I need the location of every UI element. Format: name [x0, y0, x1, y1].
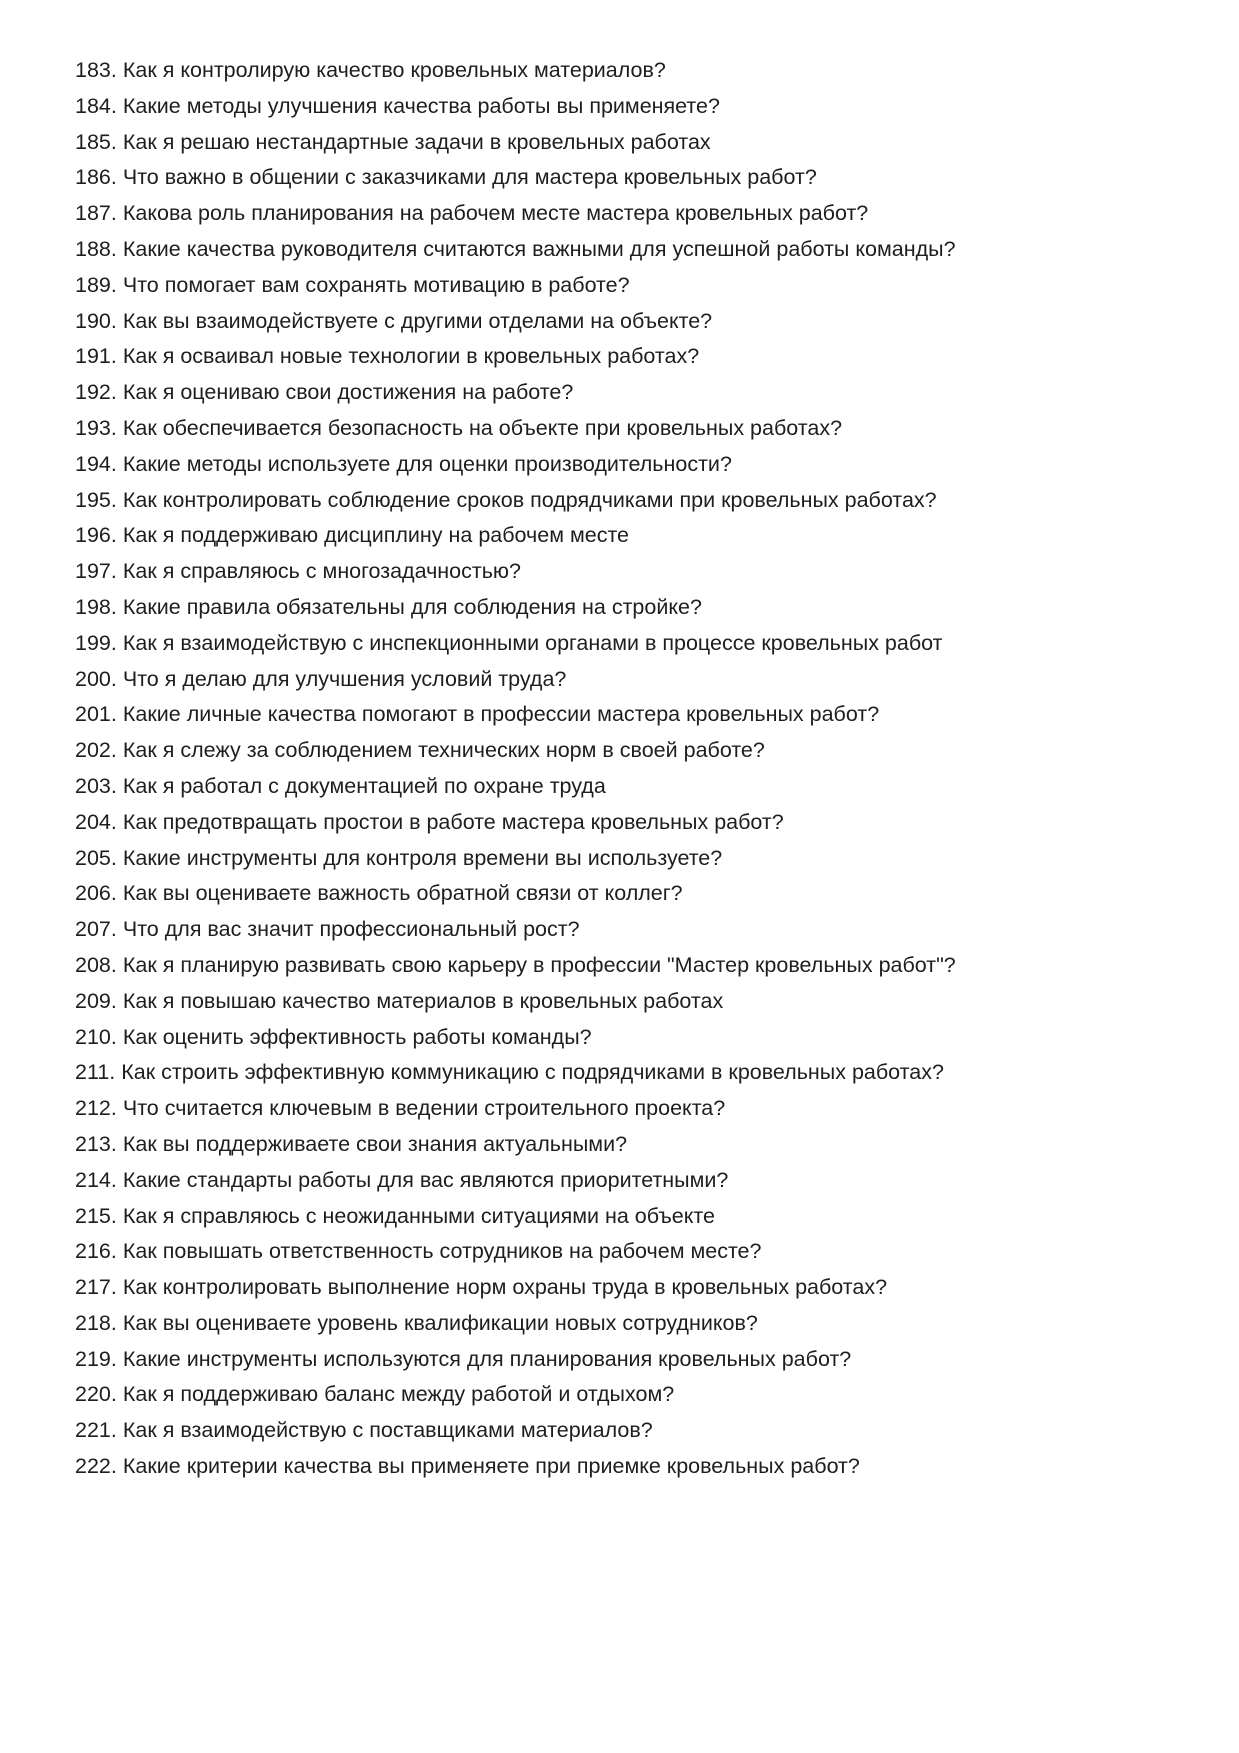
question-item: [75, 1127, 1199, 1163]
question-number: 186.: [75, 165, 117, 190]
question-number: 204.: [75, 809, 117, 834]
question-text: Что считается ключевым в ведении строительного проекта?: [122, 1096, 726, 1121]
question-text: Как вы оцениваете важность обратной связи от коллег?: [122, 881, 683, 906]
question-item: [75, 769, 1199, 805]
question-item: [75, 483, 1199, 519]
question-text: Как контролировать выполнение норм охраны труда в кровельных работах?: [122, 1275, 888, 1300]
question-number: 220.: [75, 1382, 117, 1407]
question-number: 190.: [75, 308, 117, 333]
question-item: [75, 948, 1199, 984]
question-item: [75, 733, 1199, 769]
question-number: 218.: [75, 1310, 117, 1335]
question-text: Как оценить эффективность работы команды?: [122, 1024, 592, 1049]
question-text: Какие стандарты работы для вас являются приоритетными?: [122, 1167, 729, 1192]
question-item: [75, 411, 1199, 447]
question-item: [75, 1342, 1199, 1378]
question-text: Что помогает вам сохранять мотивацию в работе?: [122, 272, 630, 297]
question-number: 208.: [75, 952, 117, 977]
question-number: 196.: [75, 523, 117, 548]
question-text: Какие инструменты используются для планирования кровельных работ?: [122, 1346, 852, 1371]
question-number: 188.: [75, 236, 117, 261]
question-number: 202.: [75, 738, 117, 763]
question-item: [75, 697, 1199, 733]
question-text: Как повышать ответственность сотрудников на рабочем месте?: [122, 1239, 762, 1264]
question-item: [75, 1199, 1199, 1235]
question-text: Что я делаю для улучшения условий труда?: [122, 666, 567, 691]
question-item: [75, 805, 1199, 841]
question-item: [75, 984, 1199, 1020]
question-number: 217.: [75, 1275, 117, 1300]
question-item: [75, 662, 1199, 698]
question-item: [75, 1020, 1199, 1056]
question-text: Как я решаю нестандартные задачи в кровельных работах: [122, 129, 711, 154]
question-item: [75, 339, 1199, 375]
question-text: Какие качества руководителя считаются важными для успешной работы команды?: [122, 236, 956, 261]
question-text: Как я справляюсь с многозадачностью?: [122, 559, 521, 584]
question-text: Как вы поддерживаете свои знания актуальными?: [122, 1131, 628, 1156]
question-number: 215.: [75, 1203, 117, 1228]
question-number: 219.: [75, 1346, 117, 1371]
question-text: Какие методы используете для оценки производительности?: [122, 451, 732, 476]
question-text: Какие критерии качества вы применяете при приемке кровельных работ?: [122, 1454, 860, 1479]
question-item: [75, 1306, 1199, 1342]
question-number: 213.: [75, 1131, 117, 1156]
question-number: 212.: [75, 1096, 117, 1121]
question-item: [75, 1091, 1199, 1127]
question-number: 193.: [75, 415, 117, 440]
question-number: 185.: [75, 129, 117, 154]
question-item: [75, 1234, 1199, 1270]
question-number: 216.: [75, 1239, 117, 1264]
question-item: [75, 1449, 1199, 1485]
question-item: [75, 912, 1199, 948]
question-number: 184.: [75, 93, 117, 118]
question-number: 211.: [75, 1060, 116, 1085]
question-text: Как обеспечивается безопасность на объекте при кровельных работах?: [122, 415, 843, 440]
question-text: Что важно в общении с заказчиками для мастера кровельных работ?: [122, 165, 817, 190]
question-number: 195.: [75, 487, 117, 512]
question-number: 192.: [75, 380, 117, 405]
question-text: Как я осваивал новые технологии в кровельных работах?: [122, 344, 700, 369]
question-text: Как я поддерживаю дисциплину на рабочем месте: [122, 523, 630, 548]
question-text: Как я поддерживаю баланс между работой и отдыхом?: [122, 1382, 675, 1407]
question-text: Какие инструменты для контроля времени вы используете?: [122, 845, 723, 870]
question-number: 199.: [75, 630, 117, 655]
question-item: [75, 518, 1199, 554]
question-item: [75, 375, 1199, 411]
question-number: 187.: [75, 201, 117, 226]
question-text: Как я взаимодействую с инспекционными органами в процессе кровельных работ: [122, 630, 943, 655]
question-item: [75, 268, 1199, 304]
question-item: [75, 1377, 1199, 1413]
question-item: [75, 1163, 1199, 1199]
question-number: 189.: [75, 272, 117, 297]
question-number: 221.: [75, 1418, 117, 1443]
question-text: Как я взаимодействую с поставщиками материалов?: [122, 1418, 653, 1443]
question-item: [75, 841, 1199, 877]
question-number: 203.: [75, 773, 117, 798]
question-number: 201.: [75, 702, 117, 727]
question-text: Как я слежу за соблюдением технических норм в своей работе?: [122, 738, 765, 763]
question-item: [75, 590, 1199, 626]
question-number: 206.: [75, 881, 117, 906]
question-text: Как вы взаимодействуете с другими отделами на объекте?: [122, 308, 713, 333]
question-number: 210.: [75, 1024, 117, 1049]
question-text: Что для вас значит профессиональный рост?: [122, 917, 580, 942]
question-item: [75, 1055, 1199, 1091]
question-text: Какие личные качества помогают в профессии мастера кровельных работ?: [122, 702, 880, 727]
question-text: Как контролировать соблюдение сроков подрядчиками при кровельных работах?: [122, 487, 937, 512]
question-item: [75, 1413, 1199, 1449]
question-text: Как я справляюсь с неожиданными ситуациями на объекте: [122, 1203, 715, 1228]
question-item: [75, 447, 1199, 483]
question-number: 205.: [75, 845, 117, 870]
question-list: [75, 53, 1199, 1485]
question-item: [75, 304, 1199, 340]
question-item: [75, 196, 1199, 232]
question-item: [75, 53, 1199, 89]
question-text: Как я работал с документацией по охране труда: [122, 773, 606, 798]
question-number: 209.: [75, 988, 117, 1013]
question-number: 198.: [75, 594, 117, 619]
question-item: [75, 125, 1199, 161]
question-text: Как вы оцениваете уровень квалификации новых сотрудников?: [122, 1310, 758, 1335]
question-number: 191.: [75, 344, 117, 369]
question-number: 183.: [75, 58, 117, 82]
question-text: Как я контролирую качество кровельных материалов?: [122, 58, 666, 82]
question-text: Как я повышаю качество материалов в кровельных работах: [122, 988, 724, 1013]
question-text: Как я планирую развивать свою карьеру в профессии "Мастер кровельных работ"?: [122, 952, 956, 977]
question-text: Какова роль планирования на рабочем месте мастера кровельных работ?: [122, 201, 869, 226]
question-number: 194.: [75, 451, 117, 476]
question-number: 214.: [75, 1167, 117, 1192]
question-text: Какие правила обязательны для соблюдения на стройке?: [122, 594, 702, 619]
question-number: 222.: [75, 1454, 117, 1479]
question-text: Какие методы улучшения качества работы вы применяете?: [122, 93, 720, 118]
question-number: 197.: [75, 559, 117, 584]
question-item: [75, 89, 1199, 125]
question-item: [75, 1270, 1199, 1306]
question-item: [75, 160, 1199, 196]
question-text: Как строить эффективную коммуникацию с подрядчиками в кровельных работах?: [121, 1060, 944, 1085]
question-item: [75, 554, 1199, 590]
question-item: [75, 232, 1199, 268]
question-text: Как предотвращать простои в работе мастера кровельных работ?: [122, 809, 784, 834]
question-number: 207.: [75, 917, 117, 942]
question-item: [75, 626, 1199, 662]
question-text: Как я оцениваю свои достижения на работе?: [122, 380, 574, 405]
question-item: [75, 876, 1199, 912]
question-number: 200.: [75, 666, 117, 691]
